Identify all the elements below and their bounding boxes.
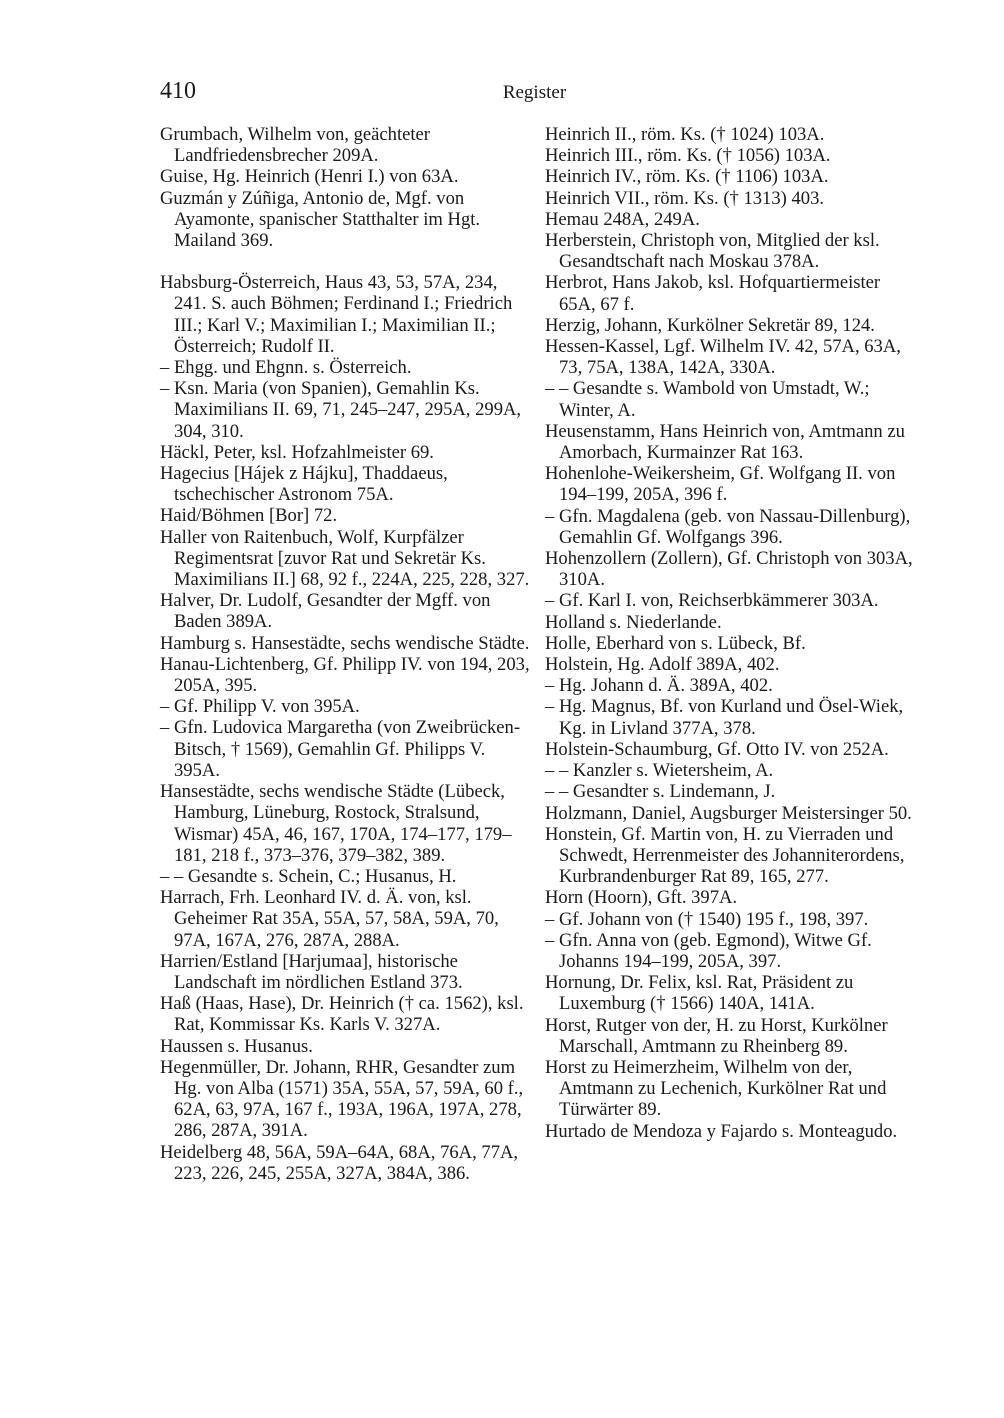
index-entry: Hemau 248A, 249A. (545, 208, 700, 230)
running-head: Register (502, 82, 567, 103)
index-entry: Holstein-Schaumburg, Gf. Otto IV. von 252A. (545, 738, 889, 760)
index-entry: Herzig, Johann, Kurkölner Sekretär 89, 124. (545, 314, 875, 336)
index-entry: – – Gesandte s. Schein, C.; Husanus, H. (160, 865, 457, 887)
page-number: 410 (160, 78, 196, 104)
index-entry: – Ehgg. und Ehgnn. s. Österreich. (160, 357, 412, 379)
index-column-right (545, 124, 915, 1142)
index-entry: Honstein, Gf. Martin von, H. zu Vierraden und Schwedt, Herrenmeister des Johanniterordens, Kurbrandenburger Rat 89, 165, 277. (545, 823, 905, 888)
index-entry: Hagecius [Hájek z Hájku], Thaddaeus, tschechischer Astronom 75A. (160, 463, 448, 506)
index-entry: Guise, Hg. Heinrich (Henri I.) von 63A. (160, 166, 459, 188)
index-entry: – – Kanzler s. Wietersheim, A. (545, 760, 774, 782)
index-entry: – Gf. Philipp V. von 395A. (160, 696, 360, 718)
index-entry: Haussen s. Husanus. (160, 1035, 313, 1057)
index-entry: – – Gesandte s. Wambold von Umstadt, W.; Winter, A. (545, 378, 870, 421)
index-entry: Hohenlohe-Weikersheim, Gf. Wolfgang II. von 194–199, 205A, 396 f. (545, 463, 896, 506)
index-entry: Haß (Haas, Hase), Dr. Heinrich († ca. 1562), ksl. Rat, Kommissar Ks. Karls V. 327A. (160, 993, 524, 1036)
index-entry: Häckl, Peter, ksl. Hofzahlmeister 69. (160, 441, 434, 463)
index-entry: Herberstein, Christoph von, Mitglied der ksl. Gesandtschaft nach Moskau 378A. (545, 230, 880, 273)
index-entry: Horn (Hoorn), Gft. 397A. (545, 887, 738, 909)
index-entry: Horst, Rutger von der, H. zu Horst, Kurkölner Marschall, Amtmann zu Rheinberg 89. (545, 1014, 888, 1057)
index-entry: Haller von Raitenbuch, Wolf, Kurpfälzer Regimentsrat [zuvor Rat und Sekretär Ks. Maximilians II.] 68, 92 f., 224A, 225, 228, 327. (160, 526, 530, 591)
index-entry: – Gfn. Anna von (geb. Egmond), Witwe Gf. Johanns 194–199, 205A, 397. (545, 929, 872, 972)
index-entry: Holle, Eberhard von s. Lübeck, Bf. (545, 632, 806, 654)
index-entry: Heinrich IV., röm. Ks. († 1106) 103A. (545, 166, 829, 188)
index-entry: Hansestädte, sechs wendische Städte (Lübeck, Hamburg, Lüneburg, Rostock, Stralsund, Wismar) 45A, 46, 167, 170A, 174–177, 179–181, 218 f., 373–376, 379–382, 389. (160, 781, 512, 866)
index-entry: Haid/Böhmen [Bor] 72. (160, 505, 338, 527)
index-entry: Harrach, Frh. Leonhard IV. d. Ä. von, ksl. Geheimer Rat 35A, 55A, 57, 58A, 59A, 70, 97A, 167A, 276, 287A, 288A. (160, 887, 499, 951)
index-entry: Holzmann, Daniel, Augsburger Meistersinger 50. (545, 802, 912, 824)
index-entry: – – Gesandter s. Lindemann, J. (545, 781, 776, 803)
index-entry: Hanau-Lichtenberg, Gf. Philipp IV. von 194, 203, 205A, 395. (160, 653, 530, 697)
index-entry: – Gfn. Magdalena (geb. von Nassau-Dillenburg), Gemahlin Gf. Wolfgangs 396. (545, 505, 911, 548)
index-entry: Hornung, Dr. Felix, ksl. Rat, Präsident zu Luxemburg († 1566) 140A, 141A. (545, 972, 854, 1015)
index-entry: Hohenzollern (Zollern), Gf. Christoph von 303A, 310A. (545, 548, 913, 591)
index-entry: Hegenmüller, Dr. Johann, RHR, Gesandter zum Hg. von Alba (1571) 35A, 55A, 57, 59A, 60 f., 62A, 63, 97A, 167 f., 193A, 196A, 197A, 278, 286, 287A, 391A. (160, 1056, 524, 1142)
index-entry: Holland s. Niederlande. (545, 611, 722, 633)
index-entry: Heidelberg 48, 56A, 59A–64A, 68A, 76A, 77A, 223, 226, 245, 255A, 327A, 384A, 386. (160, 1141, 519, 1184)
index-entry: Holstein, Hg. Adolf 389A, 402. (545, 654, 780, 676)
index-entry: Heinrich III., röm. Ks. († 1056) 103A. (545, 145, 831, 167)
index-entry: Heinrich II., röm. Ks. († 1024) 103A. (545, 124, 825, 145)
index-entry: Halver, Dr. Ludolf, Gesandter der Mgff. von Baden 389A. (160, 590, 491, 633)
index-entry: Heinrich VII., röm. Ks. († 1313) 403. (545, 187, 825, 209)
index-entry: Hamburg s. Hansestädte, sechs wendische Städte. (160, 632, 530, 654)
index-entry: Hurtado de Mendoza y Fajardo s. Monteagudo. (545, 1120, 898, 1142)
index-entry: – Gf. Johann von († 1540) 195 f., 198, 397. (545, 908, 869, 930)
index-entry: – Ksn. Maria (von Spanien), Gemahlin Ks. Maximilians II. 69, 71, 245–247, 295A, 299A, 304, 310. (160, 378, 522, 442)
index-entry: Horst zu Heimerzheim, Wilhelm von der, Amtmann zu Lechenich, Kurkölner Rat und Türwärter 89. (545, 1056, 887, 1121)
index-entry: Heusenstamm, Hans Heinrich von, Amtmann zu Amorbach, Kurmainzer Rat 163. (545, 420, 905, 464)
index-entry: Harrien/Estland [Harjumaa], historische Landschaft im nördlichen Estland 373. (160, 950, 463, 993)
index-entry: – Hg. Johann d. Ä. 389A, 402. (545, 675, 773, 697)
index-entry: Habsburg-Österreich, Haus 43, 53, 57A, 234, 241. S. auch Böhmen; Ferdinand I.; Friedrich III.; Karl V.; Maximilian I.; Maximilian II.; Österreich; Rudolf II. (160, 272, 513, 357)
index-entry: – Hg. Magnus, Bf. von Kurland und Ösel-Wiek, Kg. in Livland 377A, 378. (545, 696, 904, 739)
index-entry: – Gf. Karl I. von, Reichserbkämmerer 303A. (545, 590, 879, 612)
index-entry: Guzmán y Zúñiga, Antonio de, Mgf. von Ayamonte, spanischer Statthalter im Hgt. Mailand 369. (160, 187, 481, 252)
index-entry: Hessen-Kassel, Lgf. Wilhelm IV. 42, 57A, 63A, 73, 75A, 138A, 142A, 330A. (545, 336, 901, 379)
index-entry: Herbrot, Hans Jakob, ksl. Hofquartiermeister 65A, 67 f. (545, 272, 881, 315)
index-entry: – Gfn. Ludovica Margaretha (von Zweibrücken-Bitsch, † 1569), Gemahlin Gf. Philipps V. 395A. (160, 717, 521, 781)
index-entry: Grumbach, Wilhelm von, geächteter Landfriedensbrecher 209A. (160, 124, 430, 167)
index-column-left (160, 124, 530, 1184)
